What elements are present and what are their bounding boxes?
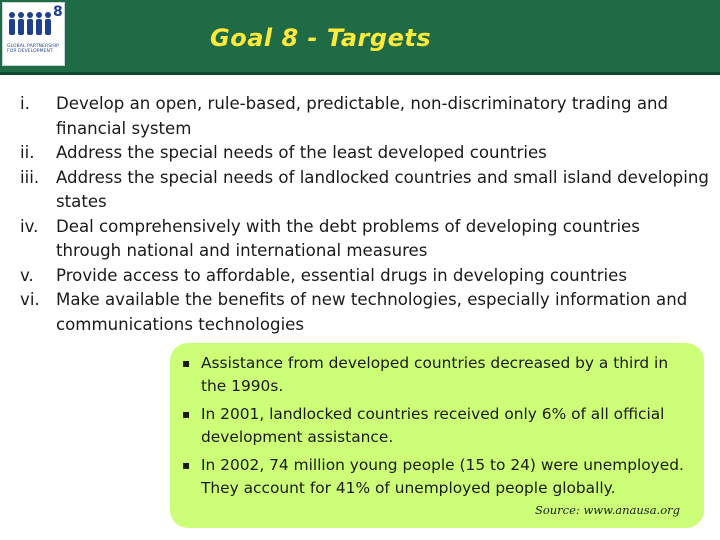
facts-list bbox=[170, 343, 704, 499]
target-item bbox=[20, 215, 710, 264]
target-item bbox=[20, 141, 710, 166]
fact-item bbox=[182, 454, 686, 499]
target-text: Deal comprehensively with the debt problems of developing countries through national and international measures bbox=[56, 216, 640, 260]
page-title: Goal 8 - Targets bbox=[210, 24, 432, 52]
target-text: Address the special needs of the least developed countries bbox=[56, 143, 547, 162]
header-bar bbox=[0, 0, 720, 75]
target-text: Make available the benefits of new technologies, especially information and communications technologies bbox=[56, 290, 688, 334]
targets-list bbox=[20, 92, 710, 337]
target-number: v. bbox=[20, 265, 34, 285]
target-item bbox=[20, 288, 710, 337]
square-bullet-icon: ▪ bbox=[182, 458, 191, 472]
target-number: ii. bbox=[20, 143, 35, 162]
target-text: Provide access to affordable, essential drugs in developing countries bbox=[56, 265, 628, 285]
target-item bbox=[20, 92, 710, 141]
facts-callout-box bbox=[170, 343, 704, 528]
source-citation: Source: www.anausa.org bbox=[534, 503, 680, 517]
fact-text: In 2002, 74 million young people (15 to 24) were unemployed. They account for 41% of unemployed people globally. bbox=[201, 456, 684, 497]
goal-8-logo bbox=[2, 2, 65, 66]
logo-goal-number: 8 bbox=[53, 4, 63, 20]
target-number: i. bbox=[20, 94, 30, 113]
target-item bbox=[20, 264, 710, 289]
fact-text: In 2001, landlocked countries received only 6% of all official development assistance. bbox=[201, 405, 665, 446]
target-text: Develop an open, rule-based, predictable, non-discriminatory trading and financial system bbox=[56, 94, 669, 138]
target-item bbox=[20, 166, 710, 215]
target-number: iv. bbox=[20, 216, 39, 236]
square-bullet-icon: ▪ bbox=[182, 356, 191, 370]
target-number: iii. bbox=[20, 167, 40, 187]
fact-item bbox=[182, 352, 686, 397]
fact-text: Assistance from developed countries decreased by a third in the 1990s. bbox=[201, 354, 669, 395]
fact-item bbox=[182, 403, 686, 448]
square-bullet-icon: ▪ bbox=[182, 407, 191, 421]
logo-text: GLOBAL PARTNERSHIP FOR DEVELOPMENT bbox=[7, 44, 59, 54]
target-text: Address the special needs of landlocked countries and small island developing states bbox=[56, 167, 709, 211]
people-group-icon bbox=[7, 10, 53, 38]
target-number: vi. bbox=[20, 290, 40, 309]
